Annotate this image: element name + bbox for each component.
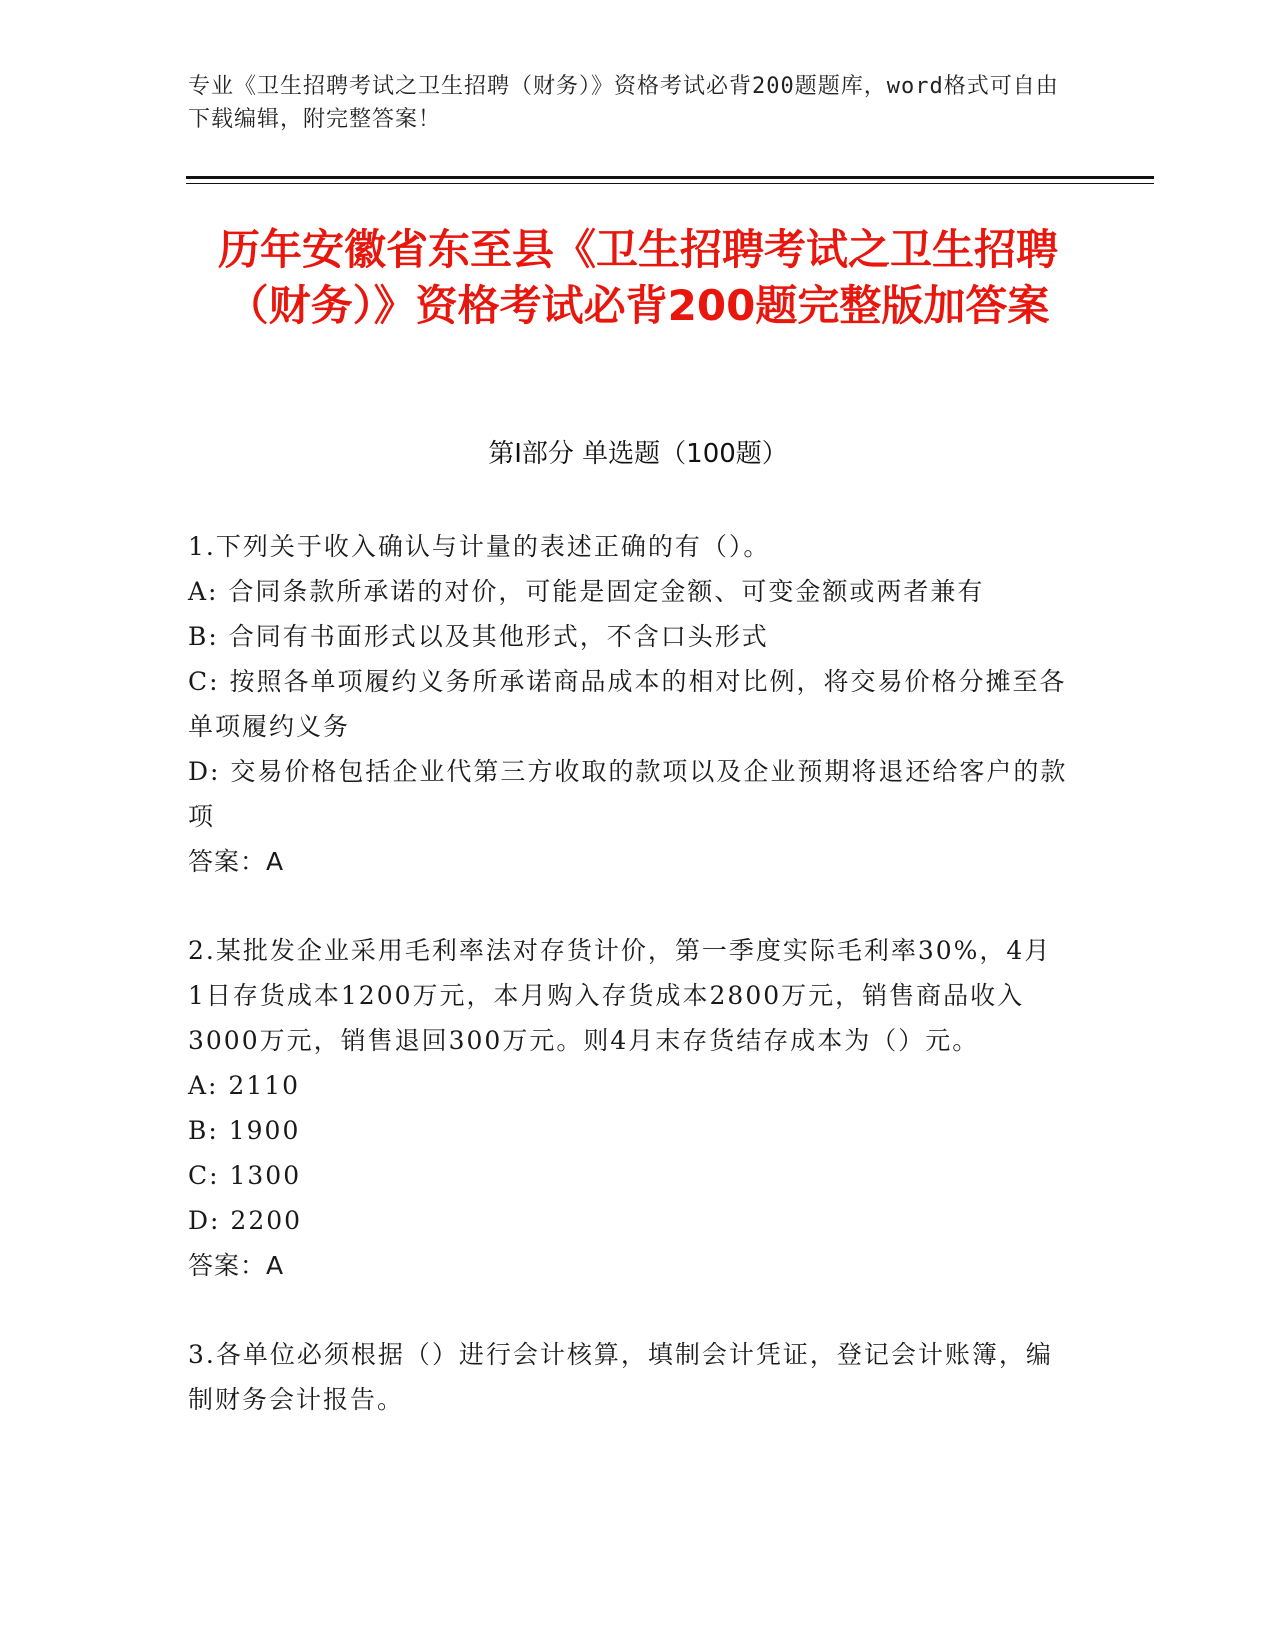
- question-stem: 1.下列关于收入确认与计量的表述正确的有（）。: [188, 532, 771, 561]
- option-a: A: 合同条款所承诺的对价，可能是固定金额、可变金额或两者兼有: [188, 577, 985, 606]
- question-list: [188, 524, 1068, 1466]
- header-divider: [186, 176, 1154, 179]
- question-stem: 2.某批发企业采用毛利率法对存货计价，第一季度实际毛利率30%，4月1日存货成本1200万元，本月购入存货成本2800万元，销售商品收入3000万元，销售退回300万元。则4月末存货结存成本为（）元。: [188, 936, 1052, 1055]
- section-heading: 第I部分 单选题（100题）: [488, 439, 788, 469]
- answer: 答案：A: [188, 847, 285, 876]
- question-3: [188, 1332, 1068, 1422]
- answer: 答案：A: [188, 1251, 285, 1280]
- header-note: 专业《卫生招聘考试之卫生招聘（财务）》资格考试必背200题题库，word格式可自由下载编辑，附完整答案！: [188, 74, 1059, 132]
- option-b: B: 合同有书面形式以及其他形式，不含口头形式: [188, 622, 769, 651]
- option-a: A: 2110: [188, 1071, 301, 1100]
- option-d: D: 2200: [188, 1206, 303, 1235]
- question-stem: 3.各单位必须根据（）进行会计核算，填制会计凭证，登记会计账簿，编制财务会计报告。: [188, 1340, 1053, 1414]
- option-c: C: 1300: [188, 1161, 302, 1190]
- question-2: [188, 928, 1068, 1288]
- option-b: B: 1900: [188, 1116, 301, 1145]
- document-title: 历年安徽省东至县《卫生招聘考试之卫生招聘（财务）》资格考试必背200题完整版加答案: [217, 225, 1058, 330]
- option-d: D: 交易价格包括企业代第三方收取的款项以及企业预期将退还给客户的款项: [188, 757, 1068, 831]
- header-divider-thin: [186, 183, 1154, 184]
- option-c: C: 按照各单项履约义务所承诺商品成本的相对比例，将交易价格分摊至各单项履约义务: [188, 667, 1067, 741]
- question-1: [188, 524, 1068, 884]
